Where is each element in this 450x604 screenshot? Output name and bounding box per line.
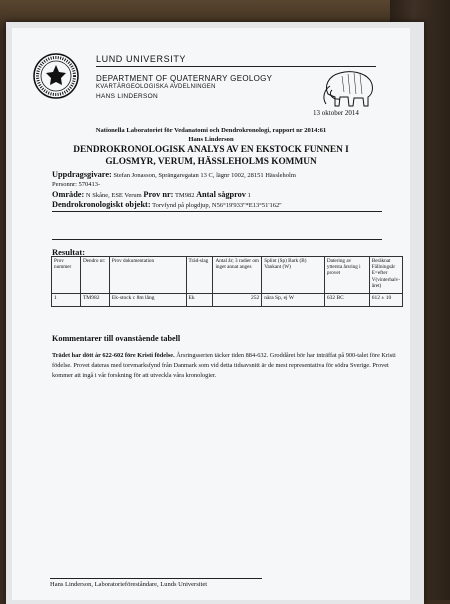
comments-body: Årsringsserien täcker tiden 884-632. Groddåret bör har inträffat på 900-talet före Kristi födelse. Provet dateras med torvmarksfynd från Danmark som vid detta tidsavsnitt är de mest representativa för södra Sverige. Provet kommer att ingå i vår forskning för att utveckla våra kronologier. <box>52 352 396 379</box>
column-header: Antal år; 3 radier om inget annat anges <box>213 257 262 294</box>
client-label: Uppdragsgivare: <box>52 170 112 179</box>
area-line <box>52 190 251 199</box>
column-header: Träd-slag <box>186 257 213 294</box>
author-name: HANS LINDERSON <box>96 93 158 100</box>
area-value: N Skåne, ESE Verum <box>85 192 142 199</box>
signature-rule <box>50 578 262 579</box>
table-cell: Ek-stock c 8m lång <box>109 294 186 307</box>
university-seal-icon <box>32 52 80 100</box>
sample-number-label: Prov nr: <box>143 190 174 199</box>
comments-conclusion: Trädet har dött år 622-602 före Kristi födelse. <box>52 352 175 359</box>
column-header: Prov nummer <box>52 257 81 294</box>
report-author: Hans Linderson <box>188 136 234 143</box>
table-cell: nära Sp, ej W <box>262 294 325 307</box>
object-label: Dendrokronologiskt objekt: <box>52 200 151 209</box>
client-value: Stefan Jonasson, Sprängaregatan 13 C, lägnr 1002, 28151 Hässleholm <box>113 172 296 179</box>
divider <box>52 239 382 240</box>
area-label: Område: <box>52 190 85 199</box>
client-line <box>52 170 296 179</box>
table-cell: 1 <box>52 294 81 307</box>
sample-number-value: TM982 <box>174 192 195 199</box>
personal-number: Personnr: 570413- <box>52 181 101 188</box>
column-header: Datering av yttersta årsring i provet <box>324 257 369 294</box>
comments-paragraph <box>52 351 397 380</box>
table-row <box>52 294 403 307</box>
column-header: Splint (Sp) Bark (B) Vankant (W) <box>262 257 325 294</box>
document-date: 13 oktober 2014 <box>313 109 359 117</box>
table-cell: 252 <box>213 294 262 307</box>
results-table <box>51 256 403 307</box>
document-page <box>12 28 410 600</box>
mammoth-icon <box>318 64 380 110</box>
sample-count-label: Antal sågprov <box>196 190 246 199</box>
object-value: Torvfynd på plogdjup, N56°19'933''*E13°51'162'' <box>152 202 282 209</box>
department-name-swedish: KVARTÄRGEOLOGISKA AVDELNINGEN <box>96 84 216 90</box>
table-cell: TM982 <box>80 294 109 307</box>
table-header-row <box>52 257 403 294</box>
divider <box>52 211 382 212</box>
university-name: LUND UNIVERSITY <box>96 54 187 64</box>
report-reference: Nationella Laboratoriet för Vedanatomi och Dendrokronologi, rapport nr 2014:61 <box>95 127 327 134</box>
comments-heading: Kommentarer till ovanstående tabell <box>52 334 181 343</box>
results-heading: Resultat: <box>52 247 86 257</box>
column-header: Beräknat Fällningsår E=efter V(vinterhalv-året) <box>369 257 402 294</box>
footer-signature: Hans Linderson, Laboratorieföreståndare, Lunds Universitet <box>50 581 208 588</box>
department-name: DEPARTMENT OF QUATERNARY GEOLOGY <box>96 74 273 83</box>
sample-count-value: 1 <box>247 192 251 199</box>
report-title-line-2: GLOSMYR, VERUM, HÄSSLEHOLMS KOMMUN <box>105 157 317 167</box>
column-header: Dendro nr: <box>80 257 109 294</box>
report-title-line-1: DENDROKRONOLOGISK ANALYS AV EN EKSTOCK FUNNEN I <box>73 145 349 155</box>
object-line <box>52 200 282 209</box>
table-cell: 632 BC <box>324 294 369 307</box>
column-header: Prov dokumentation <box>109 257 186 294</box>
table-cell: 612 ± 10 <box>369 294 402 307</box>
table-cell: Ek <box>186 294 213 307</box>
